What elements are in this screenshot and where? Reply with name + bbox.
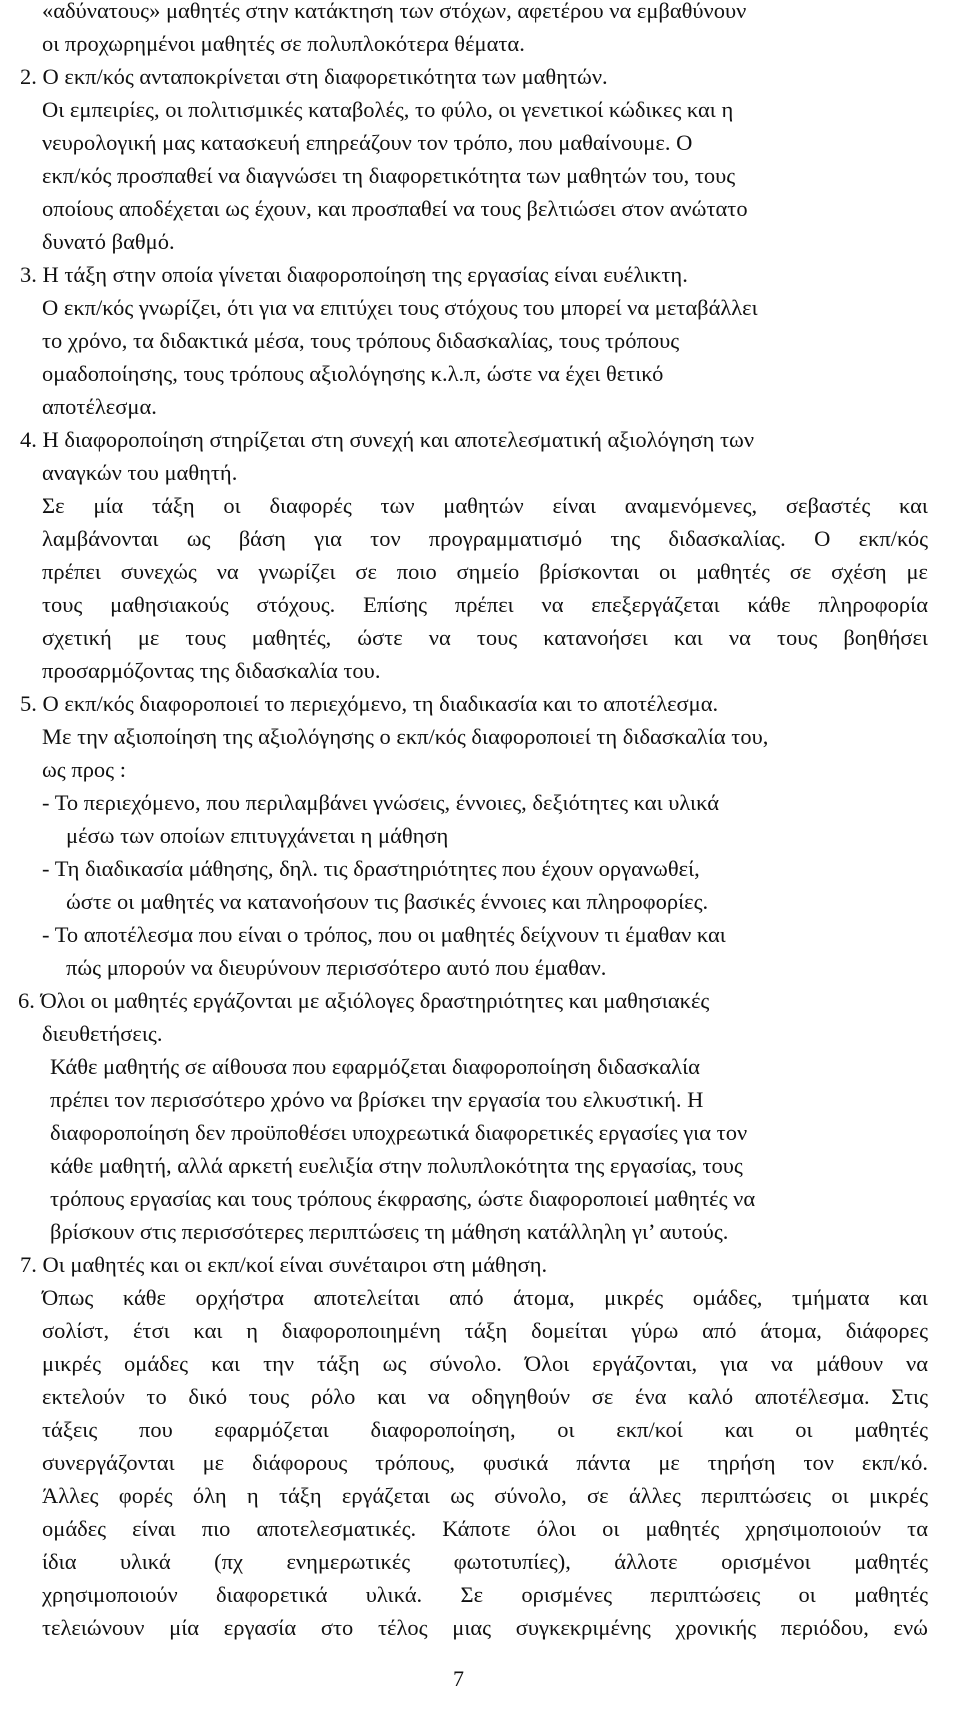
- text-line: Οι εμπειρίες, οι πολιτισμικές καταβολές, το φύλο, οι γενετικοί κώδικες και η: [42, 97, 734, 122]
- text-line: Σε μία τάξη οι διαφορές των μαθητών είναι αναμενόμενες, σεβαστές και: [42, 493, 928, 518]
- text-line: νευρολογική μας κατασκευή επηρεάζουν τον τρόπο, που μαθαίνουμε. Ο: [42, 130, 693, 155]
- text-line: συνεργάζονται με διάφορους τρόπους, φυσικά πάντα με τηρήση τον εκπ/κό.: [42, 1450, 928, 1475]
- text-line: ίδια υλικά (πχ ενημερωτικές φωτοτυπίες), άλλοτε ορισμένοι μαθητές: [42, 1549, 928, 1574]
- text-line: οποίους αποδέχεται ως έχουν, και προσπαθεί να τους βελτιώσει στον ανώτατο: [42, 196, 748, 221]
- text-line: τελειώνουν μία εργασία στο τέλος μιας συγκεκριμένης χρονικής περιόδου, ενώ: [42, 1615, 928, 1640]
- text-line: οι προχωρημένοι μαθητές σε πολυπλοκότερα θέματα.: [42, 31, 525, 56]
- text-line: δυνατό βαθμό.: [42, 229, 175, 254]
- list-item-heading: 2. Ο εκπ/κός ανταποκρίνεται στη διαφορετικότητα των μαθητών.: [20, 64, 608, 89]
- text-line: εκτελούν το δικό τους ρόλο και να οδηγηθούν σε ένα καλό αποτέλεσμα. Στις: [42, 1384, 928, 1409]
- text-line: κάθε μαθητή, αλλά αρκετή ευελιξία στην πολυπλοκότητα της εργασίας, τους: [50, 1153, 743, 1178]
- text-line: μικρές ομάδες και την τάξη ως σύνολο. Όλοι εργάζονται, για να μάθουν να: [42, 1351, 928, 1376]
- text-line: διαφοροποίηση δεν προϋποθέσει υποχρεωτικά διαφορετικές εργασίες για τον: [50, 1120, 748, 1145]
- text-line: Με την αξιοποίηση της αξιολόγησης ο εκπ/κός διαφοροποιεί τη διδασκαλία του,: [42, 724, 769, 749]
- text-line: ως προς :: [42, 757, 126, 782]
- bullet-item: - Το περιεχόμενο, που περιλαμβάνει γνώσεις, έννοιες, δεξιότητες και υλικά: [42, 790, 720, 815]
- list-item-heading: 4. Η διαφοροποίηση στηρίζεται στη συνεχή και αποτελεσματική αξιολόγηση των: [20, 427, 754, 452]
- list-item-heading: 6. Όλοι οι μαθητές εργάζονται με αξιόλογες δραστηριότητες και μαθησιακές: [18, 988, 710, 1013]
- bullet-item: - Το αποτέλεσμα που είναι ο τρόπος, που οι μαθητές δείχνουν τι έμαθαν και: [42, 922, 726, 947]
- text-line: βρίσκουν στις περισσότερες περιπτώσεις τη μάθηση κατάλληλη γι’ αυτούς.: [50, 1219, 729, 1244]
- text-line: λαμβάνονται ως βάση για τον προγραμματισμό της διδασκαλίας. Ο εκπ/κός: [42, 526, 928, 551]
- list-item-heading: 7. Οι μαθητές και οι εκπ/κοί είναι συνέταιροι στη μάθηση.: [20, 1252, 548, 1277]
- text-line: σολίστ, έτσι και η διαφοροποιημένη τάξη δομείται γύρω από άτομα, διάφορες: [42, 1318, 928, 1343]
- text-line: Όπως κάθε ορχήστρα αποτελείται από άτομα, μικρές ομάδες, τμήματα και: [42, 1285, 928, 1310]
- text-line: ομαδοποίησης, τους τρόπους αξιολόγησης κ.λ.π, ώστε να έχει θετικό: [42, 361, 664, 386]
- text-line: πρέπει τον περισσότερο χρόνο να βρίσκει την εργασία του ελκυστική. Η: [50, 1087, 704, 1112]
- list-item-heading: 5. Ο εκπ/κός διαφοροποιεί το περιεχόμενο, τη διαδικασία και το αποτέλεσμα.: [20, 691, 719, 716]
- text-line: τάξεις που εφαρμόζεται διαφοροποίηση, οι εκπ/κοί και οι μαθητές: [42, 1417, 928, 1442]
- text-line: Άλλες φορές όλη η τάξη εργάζεται ως σύνολο, σε άλλες περιπτώσεις οι μικρές: [42, 1483, 928, 1508]
- text-line: ομάδες είναι πιο αποτελεσματικές. Κάποτε όλοι οι μαθητές χρησιμοποιούν τα: [42, 1516, 928, 1541]
- text-line: εκπ/κός προσπαθεί να διαγνώσει τη διαφορετικότητα των μαθητών του, τους: [42, 163, 736, 188]
- text-line: το χρόνο, τα διδακτικά μέσα, τους τρόπους διδασκαλίας, τους τρόπους: [42, 328, 680, 353]
- text-line: «αδύνατους» μαθητές στην κατάκτηση των στόχων, αφετέρου να εμβαθύνουν: [42, 0, 747, 23]
- list-item-heading: 3. Η τάξη στην οποία γίνεται διαφοροποίηση της εργασίας είναι ευέλικτη.: [20, 262, 688, 287]
- text-line: τους μαθησιακούς στόχους. Επίσης πρέπει να επεξεργάζεται κάθε πληροφορία: [42, 592, 928, 617]
- page-number: 7: [453, 1666, 464, 1691]
- text-line: ώστε οι μαθητές να κατανοήσουν τις βασικές έννοιες και πληροφορίες.: [66, 889, 709, 914]
- text-line: πώς μπορούν να διευρύνουν περισσότερο αυτό που έμαθαν.: [66, 955, 607, 980]
- text-line: πρέπει συνεχώς να γνωρίζει σε ποιο σημείο βρίσκονται οι μαθητές σε σχέση με: [42, 559, 928, 584]
- text-line: τρόπους εργασίας και τους τρόπους έκφρασης, ώστε διαφοροποιεί μαθητές να: [50, 1186, 756, 1211]
- text-line: μέσω των οποίων επιτυγχάνεται η μάθηση: [66, 823, 449, 848]
- text-line: Ο εκπ/κός γνωρίζει, ότι για να επιτύχει τους στόχους του μπορεί να μεταβάλλει: [42, 295, 758, 320]
- text-line: αποτέλεσμα.: [42, 394, 157, 419]
- text-line: χρησιμοποιούν διαφορετικά υλικά. Σε ορισμένες περιπτώσεις οι μαθητές: [42, 1582, 928, 1607]
- text-line: αναγκών του μαθητή.: [42, 460, 238, 485]
- text-line: διευθετήσεις.: [42, 1021, 163, 1046]
- bullet-item: - Τη διαδικασία μάθησης, δηλ. τις δραστηριότητες που έχουν οργανωθεί,: [42, 856, 700, 881]
- text-line: προσαρμόζοντας της διδασκαλία του.: [42, 658, 381, 683]
- text-line: Κάθε μαθητής σε αίθουσα που εφαρμόζεται διαφοροποίηση διδασκαλία: [50, 1054, 700, 1079]
- text-line: σχετική με τους μαθητές, ώστε να τους κατανοήσει και να τους βοηθήσει: [42, 625, 928, 650]
